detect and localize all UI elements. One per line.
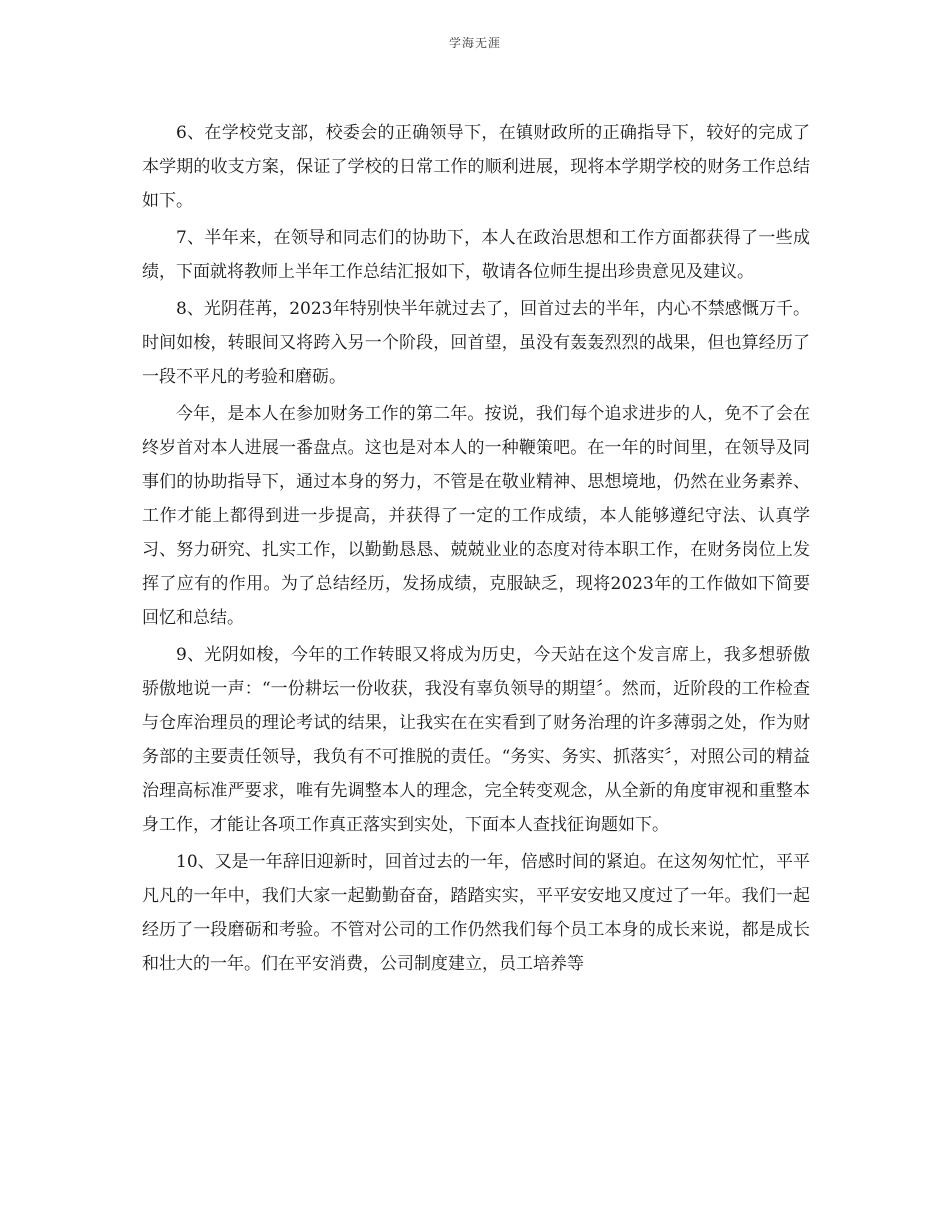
paragraph-this-year: 今年，是本人在参加财务工作的第二年。按说，我们每个追求进步的人，免不了会在终岁首对本人进展一番盘点。这也是对本人的一种鞭策吧。在一年的时间里，在领导及同事们的协助指导下，通过本身的努力，不管是在敬业精神、思想境地，仍然在业务素养、工作才能上都得到进一步提高，并获得了一定的工作成绩，本人能够遵纪守法、认真学习、努力研究、扎实工作，以勤勤恳恳、兢兢业业的态度对待本职工作，在财务岗位上发挥了应有的作用。为了总结经历，发扬成绩，克服缺乏，现将2023年的工作做如下简要回忆和总结。 bbox=[142, 404, 810, 628]
paragraph-10: 10、又是一年辞旧迎新时，回首过去的一年，倍感时间的紧迫。在这匆匆忙忙，平平凡凡的一年中，我们大家一起勤勤奋奋，踏踏实实，平平安安地又度过了一年。我们一起经历了一段磨砺和考验。不管对公司的工作仍然我们每个员工本身的成长来说，都是成长和壮大的一年。们在平安消费，公司制度建立，员工培养等 bbox=[142, 852, 810, 974]
paragraph-9: 9、光阴如梭，今年的工作转眼又将成为历史，今天站在这个发言席上，我多想骄傲骄傲地说一声：“一份耕坛一份收获，我没有辜负领导的期望〞。然而，近阶段的工作检查与仓库治理员的理论考试的结果，让我实在在实看到了财务治理的许多薄弱之处，作为财务部的主要责任领导，我负有不可推脱的责任。“务实、务实、抓落实〞，对照公司的精益治理高标准严要求，唯有先调整本人的理念，完全转变观念，从全新的角度审视和重整本身工作，才能让各项工作真正落实到实处，下面本人查找征询题如下。 bbox=[142, 645, 810, 835]
page-header: 学海无涯 bbox=[448, 36, 501, 50]
document-body bbox=[142, 116, 810, 984]
paragraph-6: 6、在学校党支部，校委会的正确领导下，在镇财政所的正确指导下，较好的完成了本学期的收支方案，保证了学校的日常工作的顺利进展，现将本学期学校的财务工作总结如下。 bbox=[142, 123, 810, 211]
paragraph-7: 7、半年来，在领导和同志们的协助下，本人在政治思想和工作方面都获得了一些成绩，下面就将教师上半年工作总结汇报如下，敬请各位师生提出珍贵意见及建议。 bbox=[142, 228, 810, 282]
paragraph-8: 8、光阴荏苒，2023年特别快半年就过去了，回首过去的半年，内心不禁感慨万千。时间如梭，转眼间又将跨入另一个阶段，回首望，虽没有轰轰烈烈的战果，但也算经历了一段不平凡的考验和磨砺。 bbox=[142, 299, 810, 387]
